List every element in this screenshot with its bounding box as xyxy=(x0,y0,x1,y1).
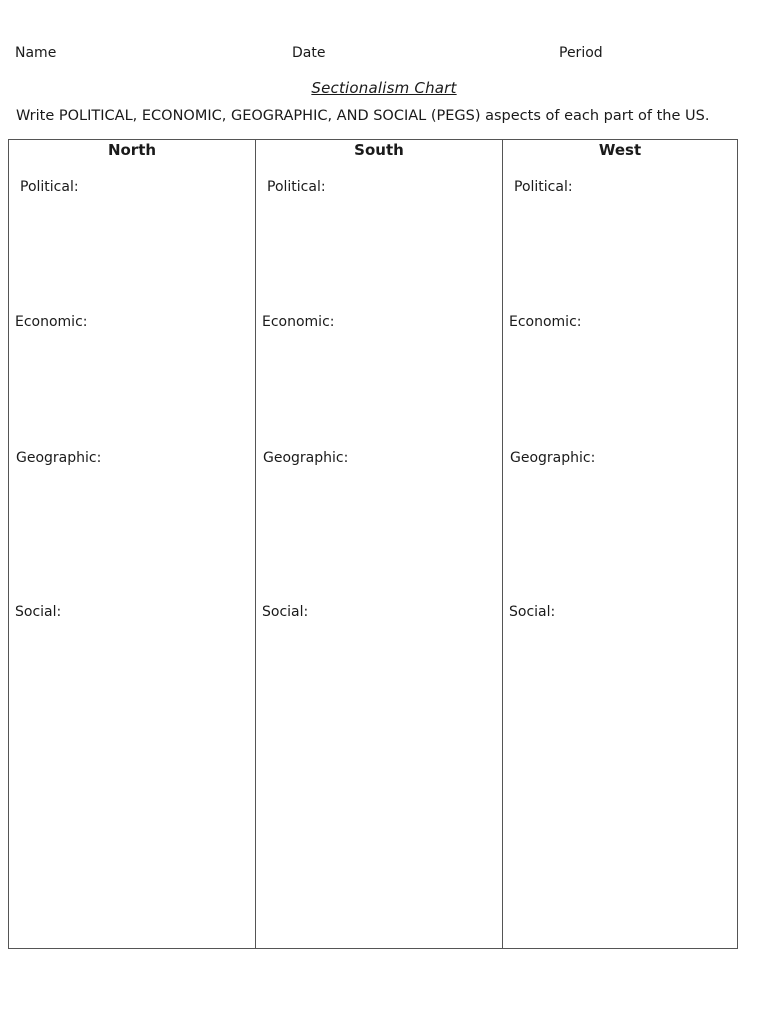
south-geographic-label: Geographic: xyxy=(263,450,349,466)
north-political-label: Political: xyxy=(20,179,79,195)
instructions: Write POLITICAL, ECONOMIC, GEOGRAPHIC, AND SOCIAL (PEGS) aspects of each part of the US. xyxy=(16,108,710,124)
sectionalism-table xyxy=(8,139,738,949)
column-heading-north: North xyxy=(107,141,157,159)
column-heading-west: West xyxy=(598,141,642,159)
north-social-label: Social: xyxy=(15,604,62,620)
south-economic-label: Economic: xyxy=(262,314,335,330)
name-label: Name xyxy=(15,45,57,61)
west-political-label: Political: xyxy=(514,179,573,195)
column-heading-south: South xyxy=(354,141,404,159)
south-social-label: Social: xyxy=(262,604,309,620)
period-label: Period xyxy=(559,45,603,61)
page-title: Sectionalism Chart xyxy=(311,79,457,97)
south-political-label: Political: xyxy=(267,179,326,195)
column-west xyxy=(503,140,737,948)
north-geographic-label: Geographic: xyxy=(16,450,102,466)
column-south xyxy=(256,140,503,948)
west-geographic-label: Geographic: xyxy=(510,450,596,466)
west-social-label: Social: xyxy=(509,604,556,620)
column-north xyxy=(9,140,256,948)
west-economic-label: Economic: xyxy=(509,314,582,330)
date-label: Date xyxy=(292,45,326,61)
north-economic-label: Economic: xyxy=(15,314,88,330)
